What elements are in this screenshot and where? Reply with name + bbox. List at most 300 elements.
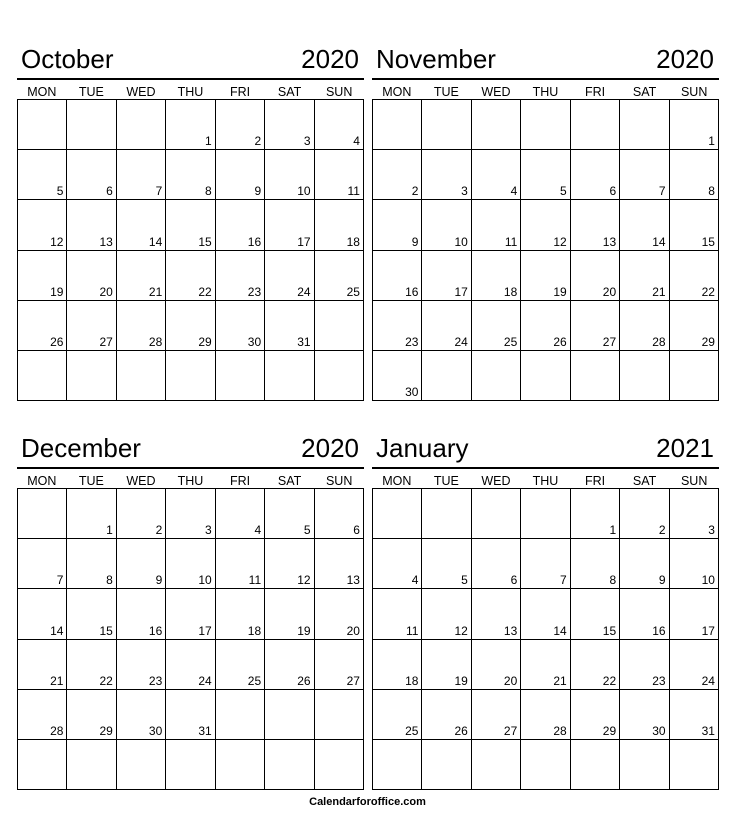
- day-cell: [67, 690, 116, 740]
- weekday-label: FRI: [584, 474, 606, 488]
- day-cell: [620, 539, 669, 589]
- day-cell: [620, 489, 669, 539]
- day-cell: [670, 301, 719, 351]
- day-number: 1: [106, 523, 113, 538]
- empty-day-cell: [216, 740, 265, 790]
- day-cell: [472, 589, 521, 639]
- day-number: 9: [658, 573, 666, 588]
- day-cell: [620, 640, 669, 690]
- day-number: 5: [56, 184, 64, 199]
- site-credit: Calendarforoffice.com: [309, 796, 426, 808]
- empty-day-cell: [472, 351, 521, 401]
- day-cell: [670, 640, 719, 690]
- empty-day-cell: [67, 351, 116, 401]
- day-cell: [216, 150, 265, 200]
- day-number: 21: [652, 284, 666, 299]
- day-number: 9: [155, 573, 163, 588]
- empty-day-cell: [315, 351, 364, 401]
- empty-day-cell: [216, 690, 265, 740]
- day-cell: [315, 100, 364, 150]
- day-cell: [373, 200, 422, 250]
- day-cell: [216, 589, 265, 639]
- day-number: 16: [652, 623, 666, 638]
- day-number: 11: [504, 234, 518, 249]
- month-name: December: [21, 433, 141, 463]
- day-cell: [620, 301, 669, 351]
- day-cell: [67, 589, 116, 639]
- day-number: 24: [701, 673, 715, 688]
- empty-day-cell: [422, 740, 471, 790]
- day-cell: [67, 150, 116, 200]
- day-number: 25: [503, 334, 518, 349]
- day-cell: [521, 301, 570, 351]
- day-number: 15: [602, 623, 617, 638]
- day-cell: [571, 640, 620, 690]
- day-number: 4: [510, 184, 518, 199]
- day-number: 25: [247, 673, 262, 688]
- weekday-header-row: [17, 474, 364, 489]
- day-cell: [521, 690, 570, 740]
- day-cell: [265, 640, 314, 690]
- day-cell: [67, 640, 116, 690]
- day-number: 18: [503, 284, 518, 299]
- day-cell: [166, 690, 215, 740]
- empty-day-cell: [521, 100, 570, 150]
- day-number: 21: [148, 284, 163, 299]
- day-cell: [166, 251, 215, 301]
- day-cell: [265, 100, 314, 150]
- day-cell: [265, 489, 314, 539]
- day-cell: [117, 251, 166, 301]
- day-number: 3: [461, 184, 468, 199]
- day-cell: [67, 489, 116, 539]
- day-number: 1: [609, 523, 617, 538]
- day-cell: [18, 251, 67, 301]
- day-number: 7: [56, 573, 64, 588]
- weekday-label: FRI: [584, 85, 606, 99]
- empty-day-cell: [315, 301, 364, 351]
- empty-day-cell: [216, 351, 265, 401]
- weekday-header-row: [372, 474, 719, 489]
- day-number: 15: [198, 234, 212, 249]
- day-number: 15: [99, 623, 113, 638]
- day-number: 29: [602, 723, 617, 738]
- day-cell: [315, 640, 364, 690]
- day-number: 6: [510, 573, 518, 588]
- day-cell: [117, 150, 166, 200]
- day-number: 10: [198, 573, 212, 588]
- day-number: 12: [553, 234, 567, 249]
- month-header: [17, 427, 364, 469]
- day-number: 5: [303, 523, 311, 538]
- month-header: [372, 38, 719, 80]
- day-number: 5: [560, 184, 567, 199]
- weekday-label: THU: [177, 474, 204, 488]
- empty-day-cell: [166, 740, 215, 790]
- day-number: 18: [247, 623, 262, 638]
- empty-day-cell: [472, 740, 521, 790]
- day-number: 12: [50, 234, 64, 249]
- day-number: 31: [701, 723, 715, 738]
- day-number: 30: [405, 385, 419, 399]
- day-number: 16: [148, 623, 163, 638]
- day-cell: [18, 640, 67, 690]
- month-header: [17, 38, 364, 80]
- day-cell: [422, 640, 471, 690]
- day-cell: [315, 489, 364, 539]
- day-cell: [117, 301, 166, 351]
- day-cell: [620, 690, 669, 740]
- day-number: 27: [346, 673, 360, 688]
- day-number: 17: [198, 623, 212, 638]
- day-number: 29: [701, 334, 715, 349]
- day-number: 3: [205, 523, 212, 538]
- day-number: 17: [701, 623, 715, 638]
- day-number: 15: [701, 234, 715, 249]
- day-number: 17: [454, 284, 468, 299]
- day-number: 27: [602, 334, 617, 349]
- weekday-label: WED: [481, 474, 511, 488]
- empty-day-cell: [620, 740, 669, 790]
- empty-day-cell: [521, 489, 570, 539]
- day-number: 28: [652, 334, 666, 349]
- day-number: 21: [553, 673, 567, 688]
- day-cell: [670, 150, 719, 200]
- weekday-label: MON: [27, 474, 57, 488]
- day-cell: [166, 100, 215, 150]
- day-cell: [472, 200, 521, 250]
- weekday-label: WED: [126, 85, 156, 99]
- day-cell: [67, 251, 116, 301]
- day-number: 27: [99, 334, 113, 349]
- day-number: 26: [297, 673, 311, 688]
- day-cell: [67, 301, 116, 351]
- day-cell: [117, 489, 166, 539]
- day-number: 29: [99, 723, 113, 738]
- day-number: 14: [50, 623, 64, 638]
- day-cell: [18, 301, 67, 351]
- month-year: 2020: [301, 44, 359, 74]
- day-number: 18: [405, 673, 419, 688]
- weekday-label: SAT: [277, 474, 302, 488]
- day-cell: [521, 589, 570, 639]
- header-rule: [17, 467, 364, 469]
- weekday-header-row: [372, 85, 719, 100]
- day-cell: [670, 489, 719, 539]
- weekday-label: MON: [382, 85, 412, 99]
- day-cell: [373, 690, 422, 740]
- day-number: 11: [347, 184, 360, 199]
- day-number: 10: [701, 573, 715, 588]
- day-number: 21: [50, 673, 64, 688]
- day-number: 7: [560, 573, 567, 588]
- day-number: 8: [609, 573, 617, 588]
- day-number: 31: [198, 723, 212, 738]
- empty-day-cell: [571, 100, 620, 150]
- day-number: 2: [411, 184, 419, 199]
- empty-day-cell: [117, 351, 166, 401]
- day-grid: [17, 99, 364, 401]
- day-cell: [373, 150, 422, 200]
- day-cell: [315, 539, 364, 589]
- day-number: 19: [454, 673, 468, 688]
- empty-day-cell: [472, 489, 521, 539]
- day-number: 13: [503, 623, 518, 638]
- day-cell: [117, 690, 166, 740]
- day-number: 20: [99, 284, 113, 299]
- day-number: 13: [99, 234, 113, 249]
- day-cell: [571, 150, 620, 200]
- day-number: 4: [254, 523, 262, 538]
- empty-day-cell: [670, 740, 719, 790]
- day-cell: [422, 200, 471, 250]
- empty-day-cell: [422, 100, 471, 150]
- day-cell: [216, 489, 265, 539]
- day-cell: [571, 539, 620, 589]
- day-cell: [521, 200, 570, 250]
- weekday-label: SAT: [277, 85, 302, 99]
- day-cell: [670, 690, 719, 740]
- day-number: 25: [346, 284, 360, 299]
- day-cell: [67, 200, 116, 250]
- day-number: 9: [411, 234, 419, 249]
- day-cell: [166, 200, 215, 250]
- weekday-label: THU: [532, 85, 559, 99]
- header-rule: [372, 467, 719, 469]
- empty-day-cell: [571, 351, 620, 401]
- day-cell: [472, 640, 521, 690]
- day-cell: [18, 150, 67, 200]
- day-cell: [571, 489, 620, 539]
- day-grid: [372, 488, 719, 790]
- weekday-label: WED: [126, 474, 156, 488]
- day-cell: [315, 251, 364, 301]
- day-cell: [620, 200, 669, 250]
- day-number: 4: [353, 134, 360, 149]
- weekday-label: TUE: [78, 85, 104, 99]
- empty-day-cell: [265, 740, 314, 790]
- day-number: 28: [50, 723, 64, 738]
- day-number: 22: [99, 673, 113, 688]
- day-cell: [670, 200, 719, 250]
- header-rule: [372, 78, 719, 80]
- day-cell: [422, 539, 471, 589]
- day-cell: [521, 539, 570, 589]
- day-number: 3: [303, 134, 311, 149]
- empty-day-cell: [166, 351, 215, 401]
- weekday-label: TUE: [78, 474, 104, 488]
- day-cell: [472, 690, 521, 740]
- day-number: 28: [553, 723, 567, 738]
- day-cell: [373, 589, 422, 639]
- day-number: 26: [553, 334, 567, 349]
- day-number: 26: [50, 334, 64, 349]
- day-number: 25: [405, 723, 419, 738]
- day-cell: [670, 539, 719, 589]
- day-number: 2: [658, 523, 666, 538]
- day-number: 23: [247, 284, 262, 299]
- weekday-label: THU: [532, 474, 559, 488]
- day-number: 19: [50, 284, 64, 299]
- day-cell: [472, 539, 521, 589]
- empty-day-cell: [265, 690, 314, 740]
- day-number: 12: [297, 573, 311, 588]
- day-cell: [472, 251, 521, 301]
- day-cell: [571, 251, 620, 301]
- day-number: 7: [155, 184, 163, 199]
- day-number: 8: [106, 573, 113, 588]
- day-number: 10: [454, 234, 468, 249]
- day-cell: [18, 589, 67, 639]
- day-number: 5: [461, 573, 468, 588]
- weekday-label: FRI: [229, 474, 251, 488]
- weekday-label: SAT: [632, 85, 657, 99]
- day-cell: [670, 589, 719, 639]
- day-number: 11: [248, 573, 262, 588]
- empty-day-cell: [670, 351, 719, 401]
- day-cell: [472, 301, 521, 351]
- weekday-label: WED: [481, 85, 511, 99]
- day-number: 22: [602, 673, 617, 688]
- day-number: 14: [553, 623, 567, 638]
- empty-day-cell: [265, 351, 314, 401]
- day-cell: [422, 690, 471, 740]
- day-cell: [265, 200, 314, 250]
- day-cell: [571, 200, 620, 250]
- day-number: 11: [405, 623, 419, 638]
- empty-day-cell: [18, 740, 67, 790]
- weekday-label: SUN: [325, 85, 353, 99]
- day-cell: [117, 589, 166, 639]
- day-number: 26: [454, 723, 468, 738]
- month-name: October: [21, 44, 114, 74]
- month-year: 2021: [656, 433, 714, 463]
- day-cell: [166, 489, 215, 539]
- day-cell: [265, 251, 314, 301]
- day-cell: [166, 640, 215, 690]
- month-name: November: [376, 44, 496, 74]
- day-number: 4: [411, 573, 419, 588]
- day-number: 19: [553, 284, 567, 299]
- day-cell: [216, 100, 265, 150]
- empty-day-cell: [18, 489, 67, 539]
- day-cell: [67, 539, 116, 589]
- day-cell: [373, 251, 422, 301]
- day-number: 24: [198, 673, 212, 688]
- day-cell: [265, 589, 314, 639]
- day-number: 20: [503, 673, 518, 688]
- day-cell: [472, 150, 521, 200]
- day-number: 17: [297, 234, 311, 249]
- day-cell: [18, 690, 67, 740]
- day-cell: [265, 539, 314, 589]
- day-number: 19: [297, 623, 311, 638]
- day-number: 7: [658, 184, 666, 199]
- empty-day-cell: [373, 489, 422, 539]
- day-number: 8: [205, 184, 212, 199]
- day-cell: [521, 150, 570, 200]
- empty-day-cell: [117, 100, 166, 150]
- day-cell: [521, 640, 570, 690]
- day-number: 27: [503, 723, 518, 738]
- month-name: January: [376, 433, 469, 463]
- day-cell: [620, 251, 669, 301]
- weekday-label: TUE: [433, 474, 459, 488]
- day-cell: [571, 589, 620, 639]
- day-number: 22: [701, 284, 715, 299]
- day-number: 6: [609, 184, 617, 199]
- day-cell: [422, 150, 471, 200]
- day-cell: [166, 539, 215, 589]
- day-cell: [117, 640, 166, 690]
- weekday-label: TUE: [433, 85, 459, 99]
- empty-day-cell: [571, 740, 620, 790]
- day-cell: [373, 640, 422, 690]
- day-grid: [372, 99, 719, 401]
- day-number: 10: [297, 184, 311, 199]
- day-number: 2: [254, 134, 262, 149]
- day-cell: [422, 589, 471, 639]
- empty-day-cell: [117, 740, 166, 790]
- day-number: 6: [353, 523, 360, 538]
- day-cell: [18, 200, 67, 250]
- day-cell: [571, 301, 620, 351]
- day-number: 22: [198, 284, 212, 299]
- empty-day-cell: [521, 351, 570, 401]
- day-number: 30: [247, 334, 262, 349]
- day-number: 30: [652, 723, 666, 738]
- day-cell: [670, 100, 719, 150]
- day-number: 6: [106, 184, 113, 199]
- day-number: 12: [454, 623, 468, 638]
- day-grid: [17, 488, 364, 790]
- month-year: 2020: [656, 44, 714, 74]
- empty-day-cell: [373, 740, 422, 790]
- empty-day-cell: [620, 351, 669, 401]
- header-rule: [17, 78, 364, 80]
- day-cell: [18, 539, 67, 589]
- empty-day-cell: [422, 351, 471, 401]
- weekday-label: THU: [177, 85, 204, 99]
- weekday-label: MON: [382, 474, 412, 488]
- day-number: 3: [708, 523, 715, 538]
- weekday-label: SUN: [325, 474, 353, 488]
- day-cell: [620, 150, 669, 200]
- day-number: 29: [198, 334, 212, 349]
- day-number: 23: [652, 673, 666, 688]
- day-cell: [166, 589, 215, 639]
- day-number: 1: [205, 134, 212, 149]
- day-number: 13: [346, 573, 360, 588]
- empty-day-cell: [620, 100, 669, 150]
- day-number: 28: [148, 334, 163, 349]
- empty-day-cell: [521, 740, 570, 790]
- day-cell: [117, 539, 166, 589]
- weekday-label: MON: [27, 85, 57, 99]
- day-cell: [620, 589, 669, 639]
- day-cell: [315, 200, 364, 250]
- day-cell: [373, 539, 422, 589]
- day-cell: [670, 251, 719, 301]
- empty-day-cell: [373, 100, 422, 150]
- day-number: 23: [148, 673, 163, 688]
- day-number: 31: [297, 334, 311, 349]
- day-cell: [315, 150, 364, 200]
- day-number: 2: [155, 523, 163, 538]
- empty-day-cell: [315, 690, 364, 740]
- day-number: 24: [297, 284, 311, 299]
- empty-day-cell: [472, 100, 521, 150]
